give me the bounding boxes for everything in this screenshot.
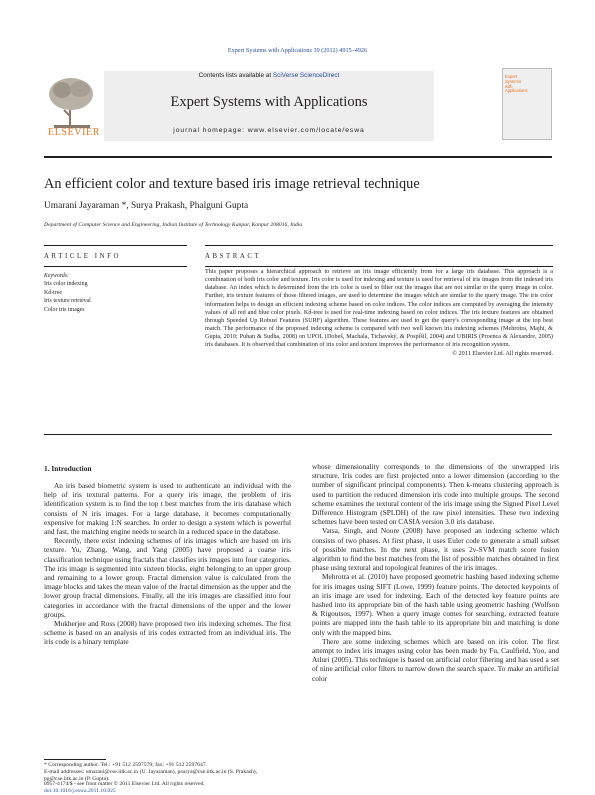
front-matter xyxy=(44,781,344,795)
keyword: Iris color indexing xyxy=(44,281,88,287)
intro-paragraph: Vatsa, Singh, and Noore (2008) have proposed an indexing scheme which consists of two phases. At first phase, it uses Euler code to generate a small subset of possible matches. In the next phase, it uses 2ν-SVM match score fusion algorithm to find the best matches from the list of possible matches obtained in first phase using textural and topological features of the iris images. xyxy=(312,526,559,573)
publisher-name: ELSEVIER xyxy=(47,127,101,138)
journal-cover xyxy=(502,68,552,140)
corresponding-author-note: * Corresponding author. Tel.: +91 512 2597579; fax: +91 512 2597647. xyxy=(44,762,208,768)
issn-line: 0957-4174/$ - see front matter © 2011 Elsevier Ltd. All rights reserved. xyxy=(44,781,205,787)
paper-title: An efficient color and texture based iris image retrieval technique xyxy=(44,176,420,192)
abstract-copyright: © 2011 Elsevier Ltd. All rights reserved. xyxy=(452,349,553,357)
keyword: Color iris images xyxy=(44,307,85,313)
article-info-rule-top xyxy=(44,245,187,246)
footnote-rule xyxy=(44,759,106,760)
section-rule xyxy=(44,434,552,435)
intro-right-column xyxy=(312,462,559,683)
intro-paragraph: whose dimensionality corresponds to the dimensions of the unwrapped iris structure. Iris codes are first projected onto a lower dimension (according to the number of significant principal components). Then k-means clustering approach is used to partition the reduced dimension iris code into multiple groups. The second scheme examines the textural content of the iris image using the Signed Pixel Level Difference Histogram (SPLDH) of the raw pixel intensities. These two indexing schemes have been tested on CASIA version 3.0 iris database. xyxy=(312,462,559,527)
section-heading: 1. Introduction xyxy=(44,464,92,473)
intro-paragraph: Mehrotra et al. (2010) have proposed geometric hashing based indexing scheme for iris images using SIFT (Lowe, 1999) feature points. The detected keypoints of an iris image are used for indexing. Each of the detected key feature points are hashed into its appropriate bin of the hash table using geometric hashing (Wolfson & Rigoutsos, 1997). When a query image comes for searching, extracted feature points are mapped into the hash table to its appropriate bin and matching is done only with the mapped bins. xyxy=(312,572,559,637)
keyword: Kd-tree xyxy=(44,290,62,296)
header-rule xyxy=(44,156,552,158)
abstract-rule-top xyxy=(205,245,553,246)
article-info-rule xyxy=(44,266,187,267)
abstract-body xyxy=(205,268,553,358)
abstract-text: This paper proposes a hierarchical approach to retrieve an iris image efficiently from for a large iris database. This approach is a combination of both iris color and texture. Iris color is used for indexing and texture is used for retrieval of iris images from the indexed iris database. An index which is determined from the iris color is used to filter out the images that are not similar to the query image in color. Further, iris texture features of those filtered images, are used to determine the images which are similar to the query image. The iris color information helps to design an efficient indexing scheme based on color indices. The color indices are computed by averaging the intensity values of all red and blue color pixels. Kd-tree is used for real-time indexing based on color indices. The iris texture features are obtained through Speeded Up Robust Features (SURF) algorithm. These features are used to get the query's corresponding image at the top best match. The performance of the proposed indexing scheme is compared with two well known iris indexing schemes (Mehrotra, Majhi, & Gupta, 2010; Puhan & Sudha, 2008) on UPOL (Dobeš, Machala, Tichavský, & Pospíšil, 2004) and UBIRIS (Proenca & Alexandre, 2005) iris databases. It is observed that combination of iris color and texture improves the performance of iris recognition system. xyxy=(205,268,553,349)
intro-paragraph: There are some indexing schemes which are based on iris color. The first attempt to index iris images using color has been made by Fu, Caulfield, Yoo, and Atluri (2005). This technique is based on artificial color filtering and has used a set of nine artificial color filters to narrow down the search space. To make an artificial color xyxy=(312,636,559,683)
intro-paragraph: An iris based biometric system is used to authenticate an individual with the help of iris textural patterns. For a query iris image, the problem of iris identification system is to find the top t best matches from the iris database which consists of N iris images. For a large database, it becomes computationally expensive for making 1:N searches. In order to design a system which is powerful and fast, the matching engine needs to search in a reduced space in the database. xyxy=(44,481,291,537)
journal-homepage[interactable]: journal homepage: www.elsevier.com/locate/eswa xyxy=(173,127,365,134)
keywords-label: Keywords: xyxy=(44,273,69,279)
sciencedirect-link[interactable]: SciVerse ScienceDirect xyxy=(272,72,340,79)
keyword: Iris texture retrieval xyxy=(44,298,91,304)
abstract-heading: ABSTRACT xyxy=(205,253,262,260)
abstract-rule xyxy=(205,266,553,267)
journal-title: Expert Systems with Applications xyxy=(170,94,368,110)
journal-citation[interactable]: Expert Systems with Applications 39 (2012) 4915–4926 xyxy=(227,47,368,54)
journal-header xyxy=(44,68,552,154)
affiliation: Department of Computer Science and Engineering, Indian Institute of Technology Kanpur, Kanpur 208016, India xyxy=(44,222,303,228)
intro-left-column xyxy=(44,481,291,647)
contents-prefix: Contents lists available at xyxy=(198,72,273,79)
cover-title: Expert Systems with Applications xyxy=(505,74,528,94)
contents-line xyxy=(104,72,434,79)
email-addresses: E-mail addresses: umarani@cse.iitk.ac.in (U. Jayaraman), psurya@cse.iitk.ac.in (S. Prakash), pg@cse.iitk.ac.in (P. Gupta). xyxy=(44,769,258,783)
authors: Umarani Jayaraman *, Surya Prakash, Phalguni Gupta xyxy=(44,201,249,211)
article-info-heading: ARTICLE INFO xyxy=(44,253,122,260)
intro-paragraph: Mukherjee and Ross (2008) have proposed two iris indexing schemes. The first scheme is based on an analysis of iris codes extracted from an individual iris. The iris code is a binary template xyxy=(44,619,291,647)
doi-link[interactable]: doi:10.1016/j.eswa.2011.10.025 xyxy=(44,788,116,795)
intro-paragraph: Recently, there exist indexing schemes of iris images which are based on iris texture. Yu, Zhang, Wang, and Yang (2005) have proposed a coarse iris classification technique using fractals that classifies iris images into four categories. The iris image is segmented into sixteen blocks, eight belonging to an upper group and remaining to a lower group. Fractal dimension value is calculated from the image blocks and takes the mean value of the fractal dimension as the upper and the lower group fractal dimensions. Finally, all the iris images are classified into four categories in accordance with the fractal dimensions of the upper and the lower groups. xyxy=(44,536,291,619)
